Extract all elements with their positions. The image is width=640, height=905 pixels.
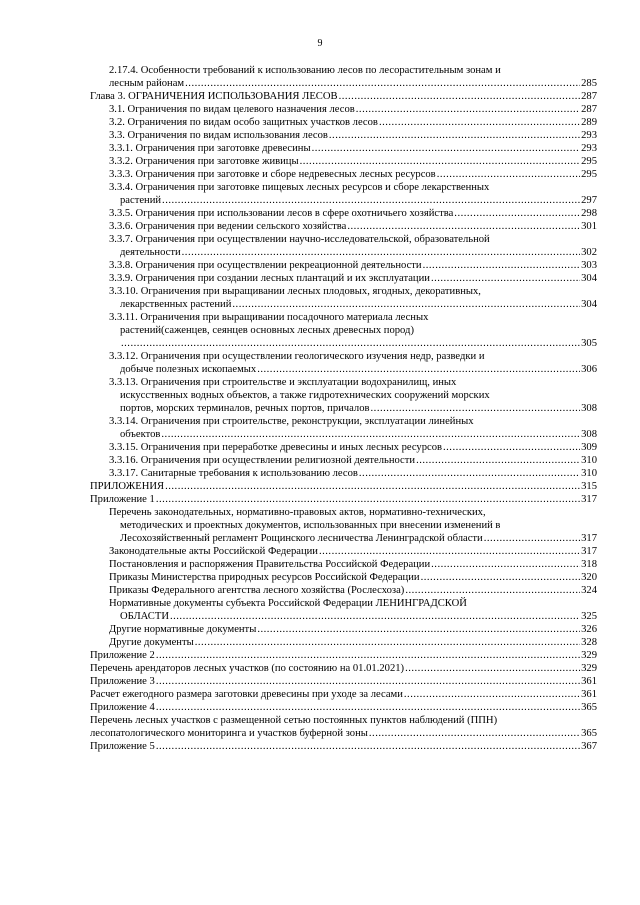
toc-entry[interactable] xyxy=(0,116,640,129)
dot-leader xyxy=(162,194,580,207)
toc-page-number: 287 xyxy=(581,104,597,115)
toc-page-number: 297 xyxy=(581,195,597,206)
page-number: 9 xyxy=(317,38,323,49)
dot-leader xyxy=(416,454,580,467)
dot-leader xyxy=(165,480,580,493)
toc-entry-title: ПРИЛОЖЕНИЯ xyxy=(90,481,165,492)
toc-entry-title: 3.3.1. Ограничения при заготовке древесины xyxy=(109,143,311,154)
toc-entry-title: 3.3.9. Ограничения при создании лесных плантаций и их эксплуатации xyxy=(109,273,430,284)
toc-page-number: 304 xyxy=(581,299,597,310)
toc-entry[interactable] xyxy=(0,688,640,701)
dot-leader xyxy=(431,272,580,285)
toc-entry-title: Приказы Федерального агентства лесного хозяйства (Рослесхоза) xyxy=(109,585,405,596)
toc-entry-title: лесопатологического мониторинга и участков буферной зоны xyxy=(90,728,368,739)
toc-entry[interactable] xyxy=(0,233,640,259)
toc-entry-title: добыче полезных ископаемых xyxy=(120,364,257,375)
toc-entry-line: Нормативные документы субъекта Российской Федерации ЛЕНИНГРАДСКОЙ xyxy=(109,598,467,609)
dot-leader xyxy=(405,584,580,597)
toc-entry[interactable] xyxy=(0,675,640,688)
toc-entry-title: 3.3.5. Ограничения при использовании лесов в сфере охотничьего хозяйства xyxy=(109,208,454,219)
toc-page-number: 310 xyxy=(581,468,597,479)
toc-entry[interactable] xyxy=(0,467,640,480)
toc-entry[interactable] xyxy=(0,480,640,493)
dot-leader xyxy=(339,90,581,103)
toc-entry-title: растений xyxy=(120,195,162,206)
toc-entry[interactable] xyxy=(0,506,640,545)
toc-page-number: 329 xyxy=(581,650,597,661)
toc-entry[interactable] xyxy=(0,350,640,376)
toc-page-number: 293 xyxy=(581,143,597,154)
toc-entry-title: 3.3.8. Ограничения при осуществлении рекреационной деятельности xyxy=(109,260,422,271)
toc-entry[interactable] xyxy=(0,454,640,467)
dot-leader xyxy=(156,493,580,506)
dot-leader xyxy=(405,662,580,675)
toc-page-number: 287 xyxy=(581,91,597,102)
toc-entry-line: 3.3.4. Ограничения при заготовке пищевых лесных ресурсов и сборе лекарственных xyxy=(109,182,490,193)
dot-leader xyxy=(371,402,581,415)
toc-page-number: 295 xyxy=(581,156,597,167)
dot-leader xyxy=(121,337,580,350)
dot-leader xyxy=(156,649,580,662)
toc-entry-title: Лесохозяйственный регламент Рощинского лесничества Ленинградской области xyxy=(120,533,483,544)
toc-page-number: 317 xyxy=(581,546,597,557)
toc-entry-line: 3.3.13. Ограничения при строительстве и эксплуатации водохранилищ, иных xyxy=(109,377,457,388)
dot-leader xyxy=(170,610,580,623)
toc-entry[interactable] xyxy=(0,376,640,415)
toc-page-number: 365 xyxy=(581,728,597,739)
toc-page-number: 285 xyxy=(581,78,597,89)
toc-page-number: 308 xyxy=(581,403,597,414)
toc-entry[interactable] xyxy=(0,168,640,181)
dot-leader xyxy=(423,259,581,272)
toc-entry[interactable] xyxy=(0,142,640,155)
toc-entry-line: 3.3.12. Ограничения при осуществлении геологического изучения недр, разведки и xyxy=(109,351,485,362)
toc-page-number: 301 xyxy=(581,221,597,232)
dot-leader xyxy=(437,168,580,181)
toc-page-number: 303 xyxy=(581,260,597,271)
dot-leader xyxy=(347,220,580,233)
toc-entry[interactable] xyxy=(0,571,640,584)
toc-entry[interactable] xyxy=(0,545,640,558)
toc-page-number: 317 xyxy=(581,533,597,544)
dot-leader xyxy=(257,623,580,636)
dot-leader xyxy=(356,103,580,116)
dot-leader xyxy=(161,428,580,441)
toc-entry-title: Приложение 1 xyxy=(90,494,155,505)
toc-entry[interactable] xyxy=(0,311,640,350)
dot-leader xyxy=(156,740,580,753)
dot-leader xyxy=(404,688,580,701)
toc-page-number: 306 xyxy=(581,364,597,375)
dot-leader xyxy=(431,558,580,571)
dot-leader xyxy=(232,298,580,311)
toc-entry[interactable] xyxy=(0,259,640,272)
toc-page-number: 329 xyxy=(581,663,597,674)
toc-entry-title: Приказы Министерства природных ресурсов Российской Федерации xyxy=(109,572,420,583)
toc-entry-title: 3.3.3. Ограничения при заготовке и сборе недревесных лесных ресурсов xyxy=(109,169,436,180)
toc-entry[interactable] xyxy=(0,597,640,623)
toc-entry-title: объектов xyxy=(120,429,161,440)
dot-leader xyxy=(319,545,580,558)
toc-entry-line: 3.3.10. Ограничения при выращивании лесных плодовых, ягодных, декоративных, xyxy=(109,286,481,297)
toc-page-number: 289 xyxy=(581,117,597,128)
toc-entry[interactable] xyxy=(0,181,640,207)
toc-page-number: 309 xyxy=(581,442,597,453)
toc-entry[interactable] xyxy=(0,649,640,662)
dot-leader xyxy=(195,636,580,649)
toc-entry[interactable] xyxy=(0,714,640,740)
toc-page-number: 318 xyxy=(581,559,597,570)
toc-entry[interactable] xyxy=(0,584,640,597)
dot-leader xyxy=(443,441,580,454)
toc-entry[interactable] xyxy=(0,272,640,285)
toc-entry-title: 3.3.16. Ограничения при осуществлении религиозной деятельности xyxy=(109,455,416,466)
toc-entry-title: лесным районам xyxy=(109,78,185,89)
toc-page-number: 302 xyxy=(581,247,597,258)
toc-entry[interactable] xyxy=(0,623,640,636)
toc-entry-line: искусственных водных объектов, а также гидротехнических сооружений морских xyxy=(120,390,490,401)
toc-entry-line: растений(саженцев, сеянцев основных лесных древесных пород) xyxy=(120,325,414,336)
toc-entry-title: лекарственных растений xyxy=(120,299,232,310)
toc-entry-title: 3.3.2. Ограничения при заготовке живицы xyxy=(109,156,299,167)
toc-entry[interactable] xyxy=(0,558,640,571)
toc-page-number: 320 xyxy=(581,572,597,583)
toc-page-number: 361 xyxy=(581,689,597,700)
toc-entry[interactable] xyxy=(0,285,640,311)
toc-entry[interactable] xyxy=(0,220,640,233)
toc-entry-title: 3.3.6. Ограничения при ведении сельского хозяйства xyxy=(109,221,347,232)
table-of-contents xyxy=(0,64,640,753)
toc-entry[interactable] xyxy=(0,740,640,753)
toc-entry[interactable] xyxy=(0,493,640,506)
toc-entry[interactable] xyxy=(0,207,640,220)
toc-page-number: 328 xyxy=(581,637,597,648)
dot-leader xyxy=(421,571,581,584)
dot-leader xyxy=(156,675,580,688)
toc-page-number: 361 xyxy=(581,676,597,687)
toc-entry-title: 3.3.17. Санитарные требования к использованию лесов xyxy=(109,468,358,479)
toc-page-number: 365 xyxy=(581,702,597,713)
toc-entry[interactable] xyxy=(0,441,640,454)
toc-entry-line: Перечень законодательных, нормативно-правовых актов, нормативно-технических, xyxy=(109,507,486,518)
toc-entry-title: 3.3.15. Ограничения при переработке древесины и иных лесных ресурсов xyxy=(109,442,442,453)
toc-page-number: 298 xyxy=(581,208,597,219)
toc-entry-line: методических и проектных документов, использованных при внесении изменений в xyxy=(120,520,501,531)
toc-entry-title: 3.2. Ограничения по видам особо защитных участков лесов xyxy=(109,117,378,128)
dot-leader xyxy=(369,727,580,740)
toc-page-number: 326 xyxy=(581,624,597,635)
toc-entry-line: 3.3.7. Ограничения при осуществлении научно-исследовательской, образовательной xyxy=(109,234,490,245)
toc-page-number: 310 xyxy=(581,455,597,466)
toc-entry-title: Постановления и распоряжения Правительства Российской Федерации xyxy=(109,559,431,570)
toc-entry[interactable] xyxy=(0,155,640,168)
toc-entry-title: Другие нормативные документы xyxy=(109,624,257,635)
toc-entry-title: Законодательные акты Российской Федерации xyxy=(109,546,318,557)
toc-entry-title: Приложение 3 xyxy=(90,676,155,687)
dot-leader xyxy=(329,129,580,142)
toc-entry-title: Приложение 5 xyxy=(90,741,155,752)
toc-entry[interactable] xyxy=(0,701,640,714)
toc-entry-title: Приложение 4 xyxy=(90,702,155,713)
toc-entry-title: деятельности xyxy=(120,247,181,258)
toc-entry[interactable] xyxy=(0,636,640,649)
toc-entry-title: 3.1. Ограничения по видам целевого назначения лесов xyxy=(109,104,355,115)
toc-page-number: 324 xyxy=(581,585,597,596)
toc-page-number: 305 xyxy=(581,338,597,349)
toc-entry-title: портов, морских терминалов, речных портов, причалов xyxy=(120,403,370,414)
toc-page-number: 295 xyxy=(581,169,597,180)
toc-entry-title: 3.3. Ограничения по видам использования лесов xyxy=(109,130,328,141)
toc-entry[interactable] xyxy=(0,129,640,142)
toc-page-number: 317 xyxy=(581,494,597,505)
toc-entry[interactable] xyxy=(0,90,640,103)
dot-leader xyxy=(359,467,580,480)
toc-entry-title: Глава 3. ОГРАНИЧЕНИЯ ИСПОЛЬЗОВАНИЯ ЛЕСОВ xyxy=(90,91,338,102)
toc-page-number: 304 xyxy=(581,273,597,284)
dot-leader xyxy=(156,701,580,714)
toc-entry[interactable] xyxy=(0,103,640,116)
dot-leader xyxy=(484,532,580,545)
toc-page-number: 315 xyxy=(581,481,597,492)
toc-entry[interactable] xyxy=(0,662,640,675)
toc-entry-line: 3.3.14. Ограничения при строительстве, реконструкции, эксплуатации линейных xyxy=(109,416,474,427)
toc-entry[interactable] xyxy=(0,64,640,90)
dot-leader xyxy=(312,142,581,155)
toc-entry-title: ОБЛАСТИ xyxy=(120,611,169,622)
toc-entry-title: Приложение 2 xyxy=(90,650,155,661)
toc-entry-title: Перечень арендаторов лесных участков (по состоянию на 01.01.2021) xyxy=(90,663,405,674)
toc-page-number: 308 xyxy=(581,429,597,440)
toc-page-number: 367 xyxy=(581,741,597,752)
toc-entry-line: 2.17.4. Особенности требований к использованию лесов по лесорастительным зонам и xyxy=(109,65,501,76)
toc-page-number: 325 xyxy=(581,611,597,622)
toc-entry-line: Перечень лесных участков с размещенной сетью постоянных пунктов наблюдений (ППН) xyxy=(90,715,498,726)
toc-entry[interactable] xyxy=(0,415,640,441)
toc-entry-title: Расчет ежегодного размера заготовки древесины при уходе за лесами xyxy=(90,689,403,700)
dot-leader xyxy=(379,116,580,129)
dot-leader xyxy=(185,77,580,90)
dot-leader xyxy=(454,207,580,220)
toc-page-number: 293 xyxy=(581,130,597,141)
toc-entry-line: 3.3.11. Ограничения при выращивании посадочного материала лесных xyxy=(109,312,429,323)
toc-entry-title: Другие документы xyxy=(109,637,194,648)
dot-leader xyxy=(300,155,581,168)
dot-leader xyxy=(182,246,580,259)
dot-leader xyxy=(257,363,580,376)
